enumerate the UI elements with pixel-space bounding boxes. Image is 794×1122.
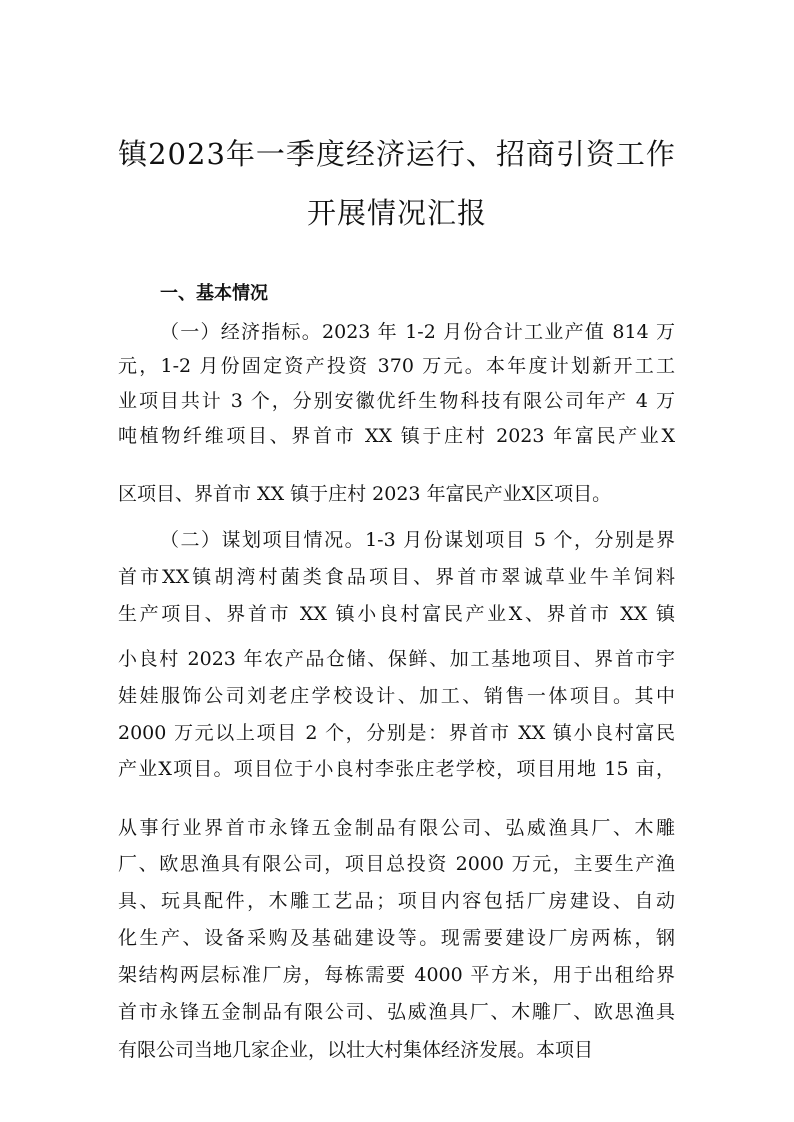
section-heading-basic-situation: 一、基本情况 bbox=[160, 283, 268, 304]
paragraph-line: 厂、欧思渔具有限公司，项目总投资 2000 万元，主要生产渔 bbox=[118, 853, 675, 875]
paragraph-line: （一）经济指标。2023 年 1-2 月份合计工业产值 814 万 bbox=[160, 321, 675, 343]
paragraph-line: 具、玩具配件，木雕工艺品；项目内容包括厂房建设、自动 bbox=[118, 890, 675, 912]
paragraph-line: 首市XX镇胡湾村菌类食品项目、界首市翠诚草业牛羊饲料 bbox=[118, 566, 675, 588]
document-title-line-2: 开展情况汇报 bbox=[306, 196, 487, 230]
paragraph-line: 元，1-2 月份固定资产投资 370 万元。本年度计划新开工工 bbox=[118, 355, 675, 377]
paragraph-line: 首市永锋五金制品有限公司、弘威渔具厂、木雕厂、欧思渔具 bbox=[118, 1001, 675, 1023]
document-title-line-1: 镇2023年一季度经济运行、招商引资工作 bbox=[118, 137, 676, 171]
paragraph-line: 业项目共计 3 个，分别安徽优纤生物科技有限公司年产 4 万 bbox=[118, 390, 675, 412]
paragraph-line: 化生产、设备采购及基础建设等。现需要建设厂房两栋，钢 bbox=[118, 927, 675, 949]
paragraph-line: 架结构两层标准厂房，每栋需要 4000 平方米，用于出租给界 bbox=[118, 964, 675, 986]
paragraph-line: 区项目、界首市 XX 镇于庄村 2023 年富民产业X区项目。 bbox=[118, 483, 612, 505]
paragraph-line: 娃娃服饰公司刘老庄学校设计、加工、销售一体项目。其中 bbox=[118, 685, 675, 707]
paragraph-line: 小良村 2023 年农产品仓储、保鲜、加工基地项目、界首市宇 bbox=[118, 648, 675, 670]
paragraph-line: 有限公司当地几家企业，以壮大村集体经济发展。本项目 bbox=[118, 1039, 594, 1061]
paragraph-line: 生产项目、界首市 XX 镇小良村富民产业X、界首市 XX 镇 bbox=[118, 603, 675, 625]
paragraph-line: 产业X项目。项目位于小良村李张庄老学校，项目用地 15 亩， bbox=[118, 758, 675, 780]
paragraph-line: 吨植物纤维项目、界首市 XX 镇于庄村 2023 年富民产业X bbox=[118, 425, 675, 447]
paragraph-line: 2000 万元以上项目 2 个，分别是：界首市 XX 镇小良村富民 bbox=[118, 722, 675, 744]
paragraph-line: 从事行业界首市永锋五金制品有限公司、弘威渔具厂、木雕 bbox=[118, 817, 675, 839]
paragraph-line: （二）谋划项目情况。1-3 月份谋划项目 5 个，分别是界 bbox=[160, 529, 675, 551]
